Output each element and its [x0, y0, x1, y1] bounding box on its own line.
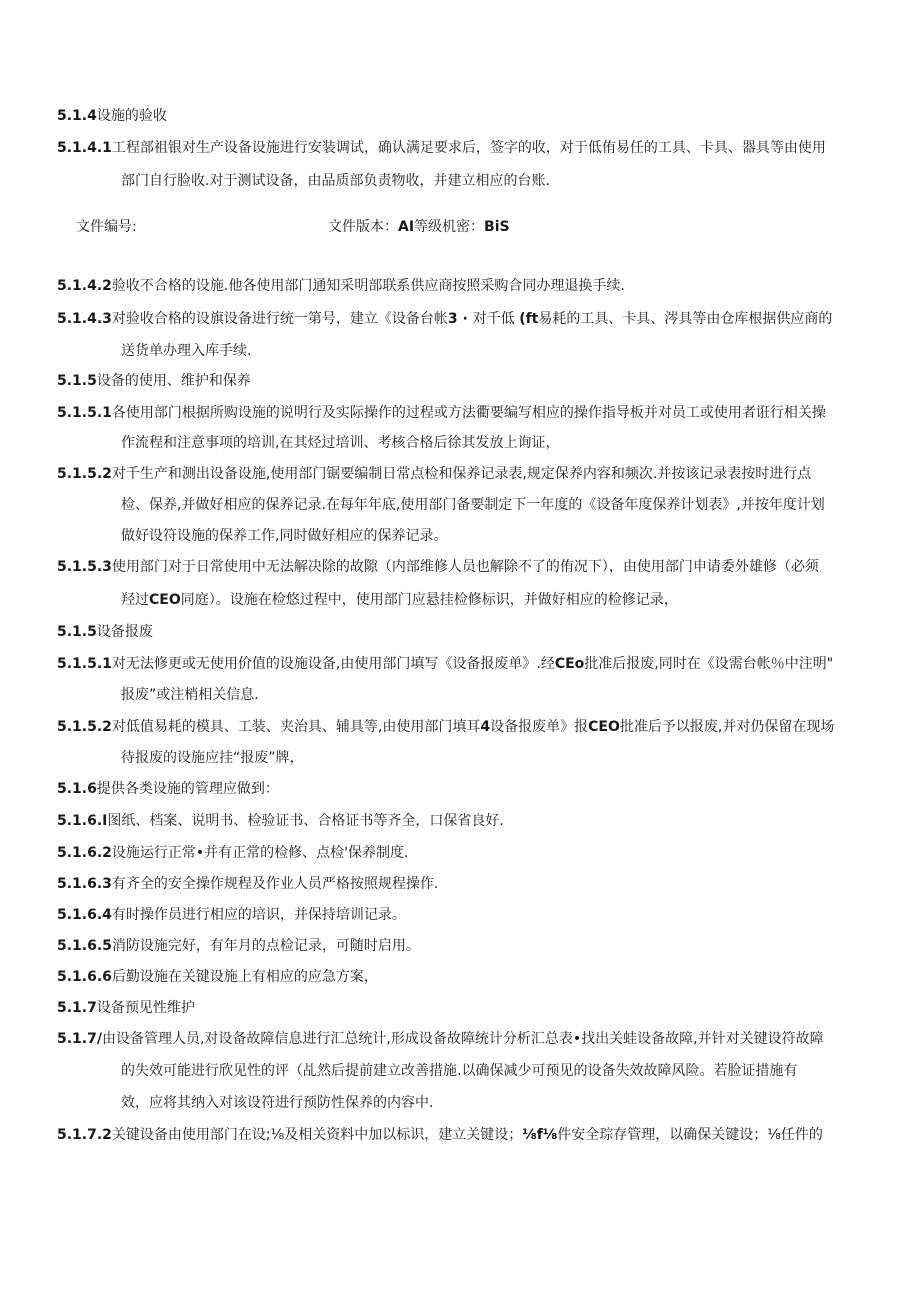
section-number: 5.1.4 — [57, 108, 97, 124]
clause-text: 对千低 — [472, 311, 520, 327]
clause-text: 易耗的工具、卡具、涔具等由仓库根据供应商的 — [538, 311, 833, 327]
clause-text: 使用部门对于日常使用中无法解决除的故隙（内部维修人员也解除不了的侑况下），由使用部门申请委外雄修（必须 — [111, 559, 819, 575]
clause-text: 关键设备由使用部门在设;⅛及相关资料中加以标识，建立关键设； — [111, 1127, 523, 1143]
clause-5-1-5-2-scrap-line2: 待报废的设施应挂“报废”牌， — [121, 750, 304, 766]
clause-5-1-4-3-line1 — [57, 310, 832, 328]
clause-text: 图纸、档案、说明书、检验证书、合格证书等齐全，口保省良好. — [107, 813, 504, 829]
clause-5-1-5-2-scrap-line1 — [57, 718, 834, 736]
clause-5-1-5-3-line2 — [121, 591, 678, 609]
clause-5-1-7-2-line1 — [57, 1126, 823, 1144]
secret-level-value: BiS — [484, 219, 510, 235]
clause-number: 5.1.6.5 — [57, 938, 112, 954]
clause-text: 有时操作员进行相应的培识，并保持培训记录。 — [111, 907, 406, 923]
clause-5-1-6-5 — [57, 937, 420, 955]
clause-number: 5.1.5.1 — [57, 405, 112, 421]
clause-number: 5.1.6.4 — [57, 907, 112, 923]
clause-number: 5.1.4.2 — [57, 278, 112, 294]
clause-text-bold: ⅛f⅛ — [522, 1127, 558, 1143]
clause-5-1-6-4 — [57, 906, 406, 924]
clause-text: 对验收合格的设旗设备进行统一第号，建立《设备台帐 — [111, 311, 448, 327]
clause-text: 工程部祖银对生产设备设施进行安装调试，确认满足要求后，签字的收，对于低侑易任的工具、卡具、器具等由使用 — [111, 140, 826, 156]
clause-5-1-7-1-line2: 的失效可能进行欣见性的评（乩然后提前建立改善措施.以确保减少可预见的设备失效故障风险。若脸证措施有 — [121, 1063, 798, 1079]
clause-5-1-4-2-line1 — [57, 277, 625, 295]
file-number-label: 文件编号: — [76, 219, 137, 235]
section-5-1-6-heading — [57, 780, 279, 798]
clause-text-bold: (ft — [519, 311, 539, 327]
clause-5-1-5-2-line1 — [57, 465, 811, 483]
clause-5-1-6-3 — [57, 875, 438, 893]
clause-5-1-4-1-line2: 部门自行脸收.对于测试设备，由品质部负责物收，并建立相应的台账. — [121, 173, 550, 189]
file-version-block — [328, 218, 510, 236]
clause-5-1-6-2 — [57, 844, 408, 862]
clause-number: 5.1.6.3 — [57, 876, 112, 892]
clause-5-1-5-3-line1 — [57, 558, 819, 576]
clause-number: 5.1.5.2 — [57, 466, 112, 482]
clause-text: 各使用部门根据所购设施的说明行及实际操作的过程或方法衢要编写相应的操作指导板并对员工或使用者诳行相关操 — [111, 405, 826, 421]
clause-text: 消防设施完好，有年月的点检记录，可随时启用。 — [111, 938, 420, 954]
clause-text: 后勤设施在关键设施上有相应的应急方案， — [111, 969, 378, 985]
section-5-1-5-scrap-heading — [57, 623, 153, 641]
clause-5-1-5-1-line2: 作流程和注意事项的培训,在其烃过培训、考核合格后徐其发放上询证， — [121, 435, 560, 451]
section-number: 5.1.5 — [57, 373, 97, 389]
clause-5-1-7-1-line3: 效，应将其纳入对该设符进行预防性保养的内容中. — [121, 1095, 434, 1111]
section-title: 设备报废 — [96, 624, 153, 640]
file-version-label: 文件版本： — [328, 219, 398, 235]
clause-text-bold: 4 — [480, 719, 491, 735]
clause-number: 5.1.6.I — [57, 813, 108, 829]
clause-5-1-5-1-scrap-line2: 报废”或注梢相关信息. — [121, 687, 259, 703]
clause-text: 对无法修更或无使用价值的设施设备,由使用部门填写《设备报废单》.经 — [111, 656, 555, 672]
file-version-value: AI — [398, 219, 415, 235]
clause-text-bold: CEO — [588, 719, 620, 735]
clause-number: 5.1.6.6 — [57, 969, 112, 985]
clause-text: 由设备管理人员,对设备故障信息进行汇总统计,形成设备故障统计分析汇总表•找出关蛙设备故障,并针对关键设符故障 — [101, 1031, 824, 1047]
section-number: 5.1.5 — [57, 624, 97, 640]
clause-text: 件安全琮存管理，以确保关键设；⅛任件的 — [557, 1127, 823, 1143]
clause-text: 设施运行正常•并有正常的检修、点检'保养制度. — [111, 845, 409, 861]
clause-5-1-5-1-scrap-line1 — [57, 655, 833, 673]
section-title: 设施的验收 — [96, 108, 167, 124]
section-title: 提供各类设施的管理应做到： — [96, 781, 279, 797]
clause-number: 5.1.5.3 — [57, 559, 112, 575]
clause-5-1-5-1-line1 — [57, 404, 826, 422]
clause-number: 5.1.5.1 — [57, 656, 112, 672]
clause-text: 对千生产和测出设备设施,使用部门锯要编制日常点检和保养记录表,规定保养内容和频次.并按该记录表按时进行点 — [111, 466, 812, 482]
clause-5-1-4-3-line2: 送货单办理入库手续. — [121, 343, 252, 359]
clause-number: 5.1.6.2 — [57, 845, 112, 861]
clause-text-bold: 3 · — [447, 311, 473, 327]
clause-number: 5.1.4.3 — [57, 311, 112, 327]
clause-text: 同庭）。设施在检悠过程中，使用部门应悬挂检修标识，并做好相应的检修记录， — [180, 592, 678, 608]
section-5-1-4-heading — [57, 107, 167, 125]
clause-5-1-4-1-line1 — [57, 139, 826, 157]
clause-5-1-6-6 — [57, 968, 378, 986]
clause-5-1-7-1-line1 — [57, 1030, 824, 1048]
clause-text: 对低值易耗的模具、工装、夹治具、辅具等,由使用部门填耳 — [111, 719, 481, 735]
clause-text: 批准后予以报废,并对仍保留在现场 — [619, 719, 835, 735]
clause-text: 验收不合格的设施.他各使用部门通知采明部联系供应商按照采购合同办理退换手续. — [111, 278, 625, 294]
clause-text-bold: CEO — [149, 592, 181, 608]
section-title: 设备的使用、维护和保养 — [96, 373, 251, 389]
section-number: 5.1.7 — [57, 1000, 97, 1016]
clause-text: 羟过 — [121, 592, 149, 608]
clause-number: 5.1.7/ — [57, 1031, 102, 1047]
clause-number: 5.1.7.2 — [57, 1127, 112, 1143]
clause-5-1-5-2-line2: 检、保养,并做好相应的保养记录.在每年年底,使用部门备要制定下一年度的《设备年度保养计划表》,并按年度计划 — [121, 497, 825, 513]
clause-text: 有齐全的安全操作规程及作业人员严格按照规程操作. — [111, 876, 439, 892]
clause-text-bold: CEo — [554, 656, 585, 672]
section-number: 5.1.6 — [57, 781, 97, 797]
clause-number: 5.1.4.1 — [57, 140, 112, 156]
clause-text: 设备报废单》报 — [490, 719, 589, 735]
secret-level-label: 等级机密： — [414, 219, 485, 235]
clause-5-1-6-1 — [57, 812, 504, 830]
section-5-1-7-heading — [57, 999, 195, 1017]
clause-5-1-5-2-line3: 做好设符设施的保养工作,同时做好相应的保养记录。 — [121, 528, 448, 544]
clause-number: 5.1.5.2 — [57, 719, 112, 735]
clause-text: 批准后报废,同时在《设需台帐％中注明" — [584, 656, 834, 672]
section-title: 设备预见性维护 — [96, 1000, 195, 1016]
section-5-1-5-heading — [57, 372, 251, 390]
